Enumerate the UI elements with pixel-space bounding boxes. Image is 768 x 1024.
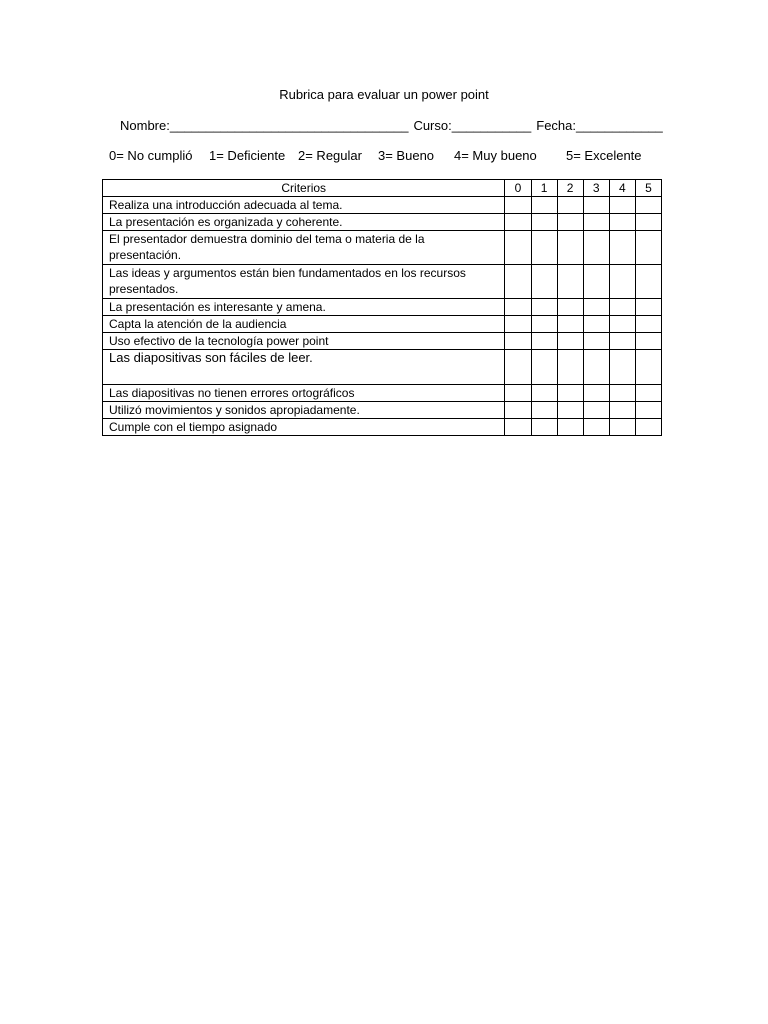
table-row <box>103 385 662 402</box>
criterion-text: El presentador demuestra dominio del tema o materia de la presentación. <box>103 231 505 265</box>
score-cell[interactable] <box>583 333 609 350</box>
score-cell[interactable] <box>505 197 531 214</box>
scale-item-4: 4= Muy bueno <box>454 148 537 163</box>
nombre-field: Nombre:_________________________________ <box>120 118 409 133</box>
score-cell[interactable] <box>635 265 661 299</box>
criterion-text: Las diapositivas no tienen errores ortográficos <box>103 385 505 402</box>
score-cell[interactable] <box>557 265 583 299</box>
criterion-text: Cumple con el tiempo asignado <box>103 419 505 436</box>
score-cell[interactable] <box>557 299 583 316</box>
score-cell[interactable] <box>635 197 661 214</box>
table-header-row <box>103 180 662 197</box>
score-cell[interactable] <box>557 333 583 350</box>
criterion-text: La presentación es organizada y coherente. <box>103 214 505 231</box>
table-row <box>103 333 662 350</box>
score-cell[interactable] <box>531 299 557 316</box>
score-cell[interactable] <box>505 316 531 333</box>
table-row <box>103 402 662 419</box>
score-cell[interactable] <box>635 402 661 419</box>
score-cell[interactable] <box>583 265 609 299</box>
score-header-2: 2 <box>557 180 583 197</box>
score-cell[interactable] <box>609 231 635 265</box>
score-cell[interactable] <box>505 350 531 385</box>
score-cell[interactable] <box>557 214 583 231</box>
score-cell[interactable] <box>505 385 531 402</box>
table-row <box>103 299 662 316</box>
score-header-3: 3 <box>583 180 609 197</box>
fecha-field: Fecha:____________ <box>536 118 663 133</box>
score-cell[interactable] <box>583 197 609 214</box>
criteria-header: Criterios <box>103 180 505 197</box>
score-cell[interactable] <box>609 265 635 299</box>
score-cell[interactable] <box>531 197 557 214</box>
score-cell[interactable] <box>609 385 635 402</box>
curso-field: Curso:___________ <box>413 118 532 133</box>
score-cell[interactable] <box>557 402 583 419</box>
score-cell[interactable] <box>583 214 609 231</box>
score-cell[interactable] <box>505 402 531 419</box>
score-cell[interactable] <box>505 333 531 350</box>
score-cell[interactable] <box>531 231 557 265</box>
score-cell[interactable] <box>609 299 635 316</box>
score-cell[interactable] <box>635 299 661 316</box>
table-row <box>103 350 662 385</box>
score-cell[interactable] <box>557 231 583 265</box>
score-cell[interactable] <box>609 419 635 436</box>
score-cell[interactable] <box>635 333 661 350</box>
document-title: Rubrica para evaluar un power point <box>279 87 489 102</box>
scale-item-5: 5= Excelente <box>566 148 642 163</box>
score-cell[interactable] <box>557 350 583 385</box>
score-cell[interactable] <box>635 350 661 385</box>
score-cell[interactable] <box>531 350 557 385</box>
rubric-table <box>102 179 662 436</box>
score-cell[interactable] <box>505 299 531 316</box>
scale-item-0: 0= No cumplió <box>109 148 193 163</box>
score-cell[interactable] <box>531 265 557 299</box>
scale-item-3: 3= Bueno <box>378 148 435 163</box>
score-cell[interactable] <box>583 419 609 436</box>
scale-item-1: 1= Deficiente <box>209 148 286 163</box>
score-cell[interactable] <box>505 231 531 265</box>
table-row <box>103 265 662 299</box>
score-cell[interactable] <box>635 316 661 333</box>
score-cell[interactable] <box>635 385 661 402</box>
score-cell[interactable] <box>531 385 557 402</box>
table-row <box>103 214 662 231</box>
score-cell[interactable] <box>635 419 661 436</box>
criterion-text: Utilizó movimientos y sonidos apropiadamente. <box>103 402 505 419</box>
score-cell[interactable] <box>609 214 635 231</box>
criterion-text: Las ideas y argumentos están bien fundamentados en los recursos presentados. <box>103 265 505 299</box>
criterion-text: Uso efectivo de la tecnología power point <box>103 333 505 350</box>
score-cell[interactable] <box>635 214 661 231</box>
score-cell[interactable] <box>609 197 635 214</box>
score-cell[interactable] <box>557 385 583 402</box>
header-fields <box>120 117 663 135</box>
score-cell[interactable] <box>609 333 635 350</box>
score-cell[interactable] <box>531 333 557 350</box>
criterion-text: Las diapositivas son fáciles de leer. <box>103 350 505 385</box>
criterion-text: La presentación es interesante y amena. <box>103 299 505 316</box>
criterion-text: Capta la atención de la audiencia <box>103 316 505 333</box>
score-header-1: 1 <box>531 180 557 197</box>
score-cell[interactable] <box>583 402 609 419</box>
score-cell[interactable] <box>531 214 557 231</box>
score-cell[interactable] <box>531 419 557 436</box>
score-cell[interactable] <box>609 316 635 333</box>
score-header-4: 4 <box>609 180 635 197</box>
score-cell[interactable] <box>557 419 583 436</box>
table-row <box>103 197 662 214</box>
score-cell[interactable] <box>531 316 557 333</box>
score-cell[interactable] <box>609 350 635 385</box>
score-cell[interactable] <box>583 350 609 385</box>
rating-scale <box>109 147 642 165</box>
score-cell[interactable] <box>583 299 609 316</box>
score-header-0: 0 <box>505 180 531 197</box>
score-header-5: 5 <box>635 180 661 197</box>
score-cell[interactable] <box>583 385 609 402</box>
table-row <box>103 316 662 333</box>
score-cell[interactable] <box>557 197 583 214</box>
score-cell[interactable] <box>531 402 557 419</box>
table-row <box>103 231 662 265</box>
score-cell[interactable] <box>583 316 609 333</box>
scale-item-2: 2= Regular <box>298 148 362 163</box>
table-row <box>103 419 662 436</box>
score-cell[interactable] <box>505 265 531 299</box>
score-cell[interactable] <box>557 316 583 333</box>
score-cell[interactable] <box>505 214 531 231</box>
score-cell[interactable] <box>635 231 661 265</box>
score-cell[interactable] <box>583 231 609 265</box>
score-cell[interactable] <box>505 419 531 436</box>
score-cell[interactable] <box>609 402 635 419</box>
criterion-text: Realiza una introducción adecuada al tema. <box>103 197 505 214</box>
